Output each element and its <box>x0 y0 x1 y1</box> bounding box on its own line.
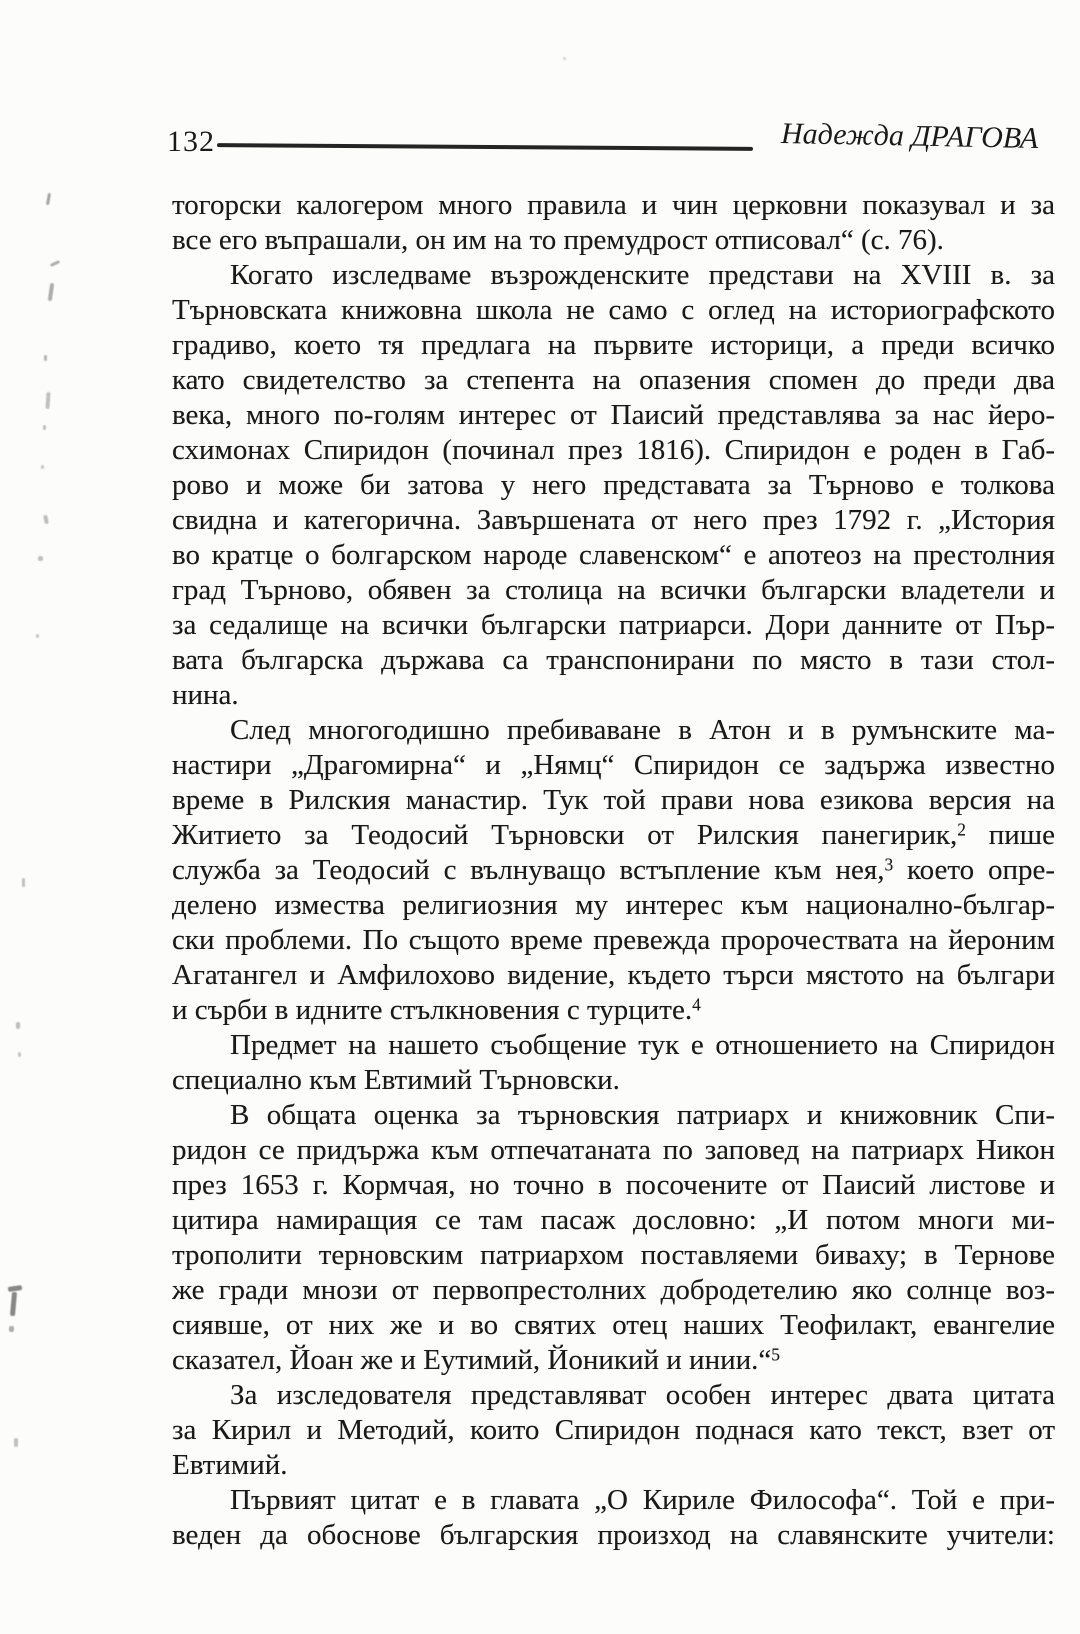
scan-artifact <box>16 1022 20 1029</box>
scan-artifact <box>50 260 60 267</box>
scan-artifact <box>9 1326 14 1332</box>
text-line: специално към Евтимий Търновски. <box>172 1064 620 1096</box>
text-line: же гради мнози от первопрестолних добродетелию яко солнце воз- <box>172 1274 1055 1306</box>
text-line: делено измества религиозния му интерес към национално-българ- <box>172 889 1055 921</box>
scan-artifact <box>18 1052 21 1057</box>
text-line: ски проблеми. По същото време превежда пророчествата на йероним <box>172 924 1055 956</box>
scan-artifact <box>45 392 50 409</box>
text-line: през 1653 г. Кормчая, но точно в посочените от Паисий листове и <box>172 1169 1055 1201</box>
text-line: Агатангел и Амфилохово видение, където търси мястото на българи <box>172 959 1055 991</box>
text-line: След многогодишно пребиваване в Атон и в румънските ма- <box>230 714 1055 746</box>
text-line: настири „Драгомирна“ и „Нямц“ Спиридон се задържа известно <box>172 749 1055 781</box>
scan-artifact <box>10 1292 17 1316</box>
footnote-marker: 4 <box>692 994 701 1015</box>
text-line: во кратце о болгарском народе славенском“ е апотеоз на престолния <box>172 539 1055 571</box>
text-line: за седалище на всички български патриарси. Дори данните от Пър- <box>172 609 1055 641</box>
text-line: свидна и категорична. Завършената от него през 1792 г. „История <box>172 504 1055 536</box>
text-line: В общата оценка за търновския патриарх и книжовник Спи- <box>230 1099 1055 1131</box>
scan-artifact <box>41 465 44 469</box>
text-line: Евтимий. <box>172 1449 288 1481</box>
scan-artifact <box>43 425 46 430</box>
text-line: сиявше, от них же и во святих отец наших Теофилакт, евангелие <box>172 1309 1055 1341</box>
footnote-marker: 3 <box>884 854 894 875</box>
text-line: цитира намиращия се там пасаж дословно: „И потом многи ми- <box>172 1204 1055 1236</box>
text-line: века, много по-голям интерес от Паисий представлява за нас йеро- <box>172 399 1055 431</box>
text-line: град Търново, обявен за столица на всички български владетели и <box>172 574 1055 606</box>
text-line: нина. <box>172 679 239 711</box>
text-line: и сърби в идните стълкновения с турците.$^4$ <box>172 994 701 1026</box>
footnote-marker: 2 <box>957 819 966 840</box>
scan-artifact <box>14 1438 18 1447</box>
scan-artifact <box>22 878 25 887</box>
scan-artifact <box>36 634 39 638</box>
text-line: за Кирил и Методий, които Спиридон поднася като текст, взет от <box>172 1414 1055 1446</box>
running-head-author: Надежда ДРАГОВА <box>780 117 1039 155</box>
scan-artifact <box>563 57 566 60</box>
text-line: схимонах Спиридон (починал през 1816). Спиридон е роден в Габ- <box>172 434 1055 466</box>
text-line: веден да обоснове българския произход на славянските учители: <box>172 1519 1055 1551</box>
text-line: време в Рилския манастир. Тук той прави нова езикова версия на <box>172 784 1055 816</box>
header-rule <box>217 143 753 151</box>
text-line: градиво, което тя предлага на първите историци, а преди всичко <box>172 329 1055 361</box>
text-line: трополити терновским патриархом поставляеми биваху; в Тернове <box>172 1239 1055 1271</box>
text-line: Житието за Теодосий Търновски от Рилския панегирик,$^2$ пише <box>172 819 1055 851</box>
scan-artifact <box>8 1285 23 1292</box>
text-line: вата българска държава са транспонирани по място в тази стол- <box>172 644 1055 676</box>
text-line: сказател, Йоан же и Еутимий, Йоникий и инии.“$^5$ <box>172 1344 780 1376</box>
text-line: служба за Теодосий с вълнуващо встъпление към нея,$^3$ което опре- <box>172 854 1055 886</box>
text-line: ридон се придържа към отпечатаната по заповед на патриарх Никон <box>172 1134 1055 1166</box>
scan-artifact <box>43 515 49 525</box>
text-line: За изследователя представляват особен интерес двата цитата <box>230 1379 1055 1411</box>
text-line: рово и може би затова у него представата за Търново е толкова <box>172 469 1055 501</box>
scan-artifact <box>48 283 54 301</box>
scan-artifact <box>38 556 43 561</box>
scan-artifact <box>44 355 47 361</box>
text-line: Когато изследваме възрожденските представи на XVIII в. за <box>230 259 1055 291</box>
scan-artifact <box>46 193 51 205</box>
text-line: Предмет на нашето съобщение тук е отношението на Спиридон <box>230 1029 1055 1061</box>
text-line: Търновската книжовна школа не само с оглед на историографското <box>172 294 1055 326</box>
text-line: Първият цитат е в главата „О Кириле Философа“. Той е при- <box>230 1484 1055 1516</box>
text-line: все его въпрашали, он им на то премудрост отписовал“ (с. 76). <box>172 224 944 256</box>
text-line: като свидетелство за степента на опазения спомен до преди два <box>172 364 1055 396</box>
footnote-marker: 5 <box>771 1344 780 1365</box>
page-number: 132 <box>167 125 215 158</box>
text-line: тогорски калогером много правила и чин церковни показувал и за <box>172 189 1055 221</box>
page-body <box>172 188 1055 1553</box>
